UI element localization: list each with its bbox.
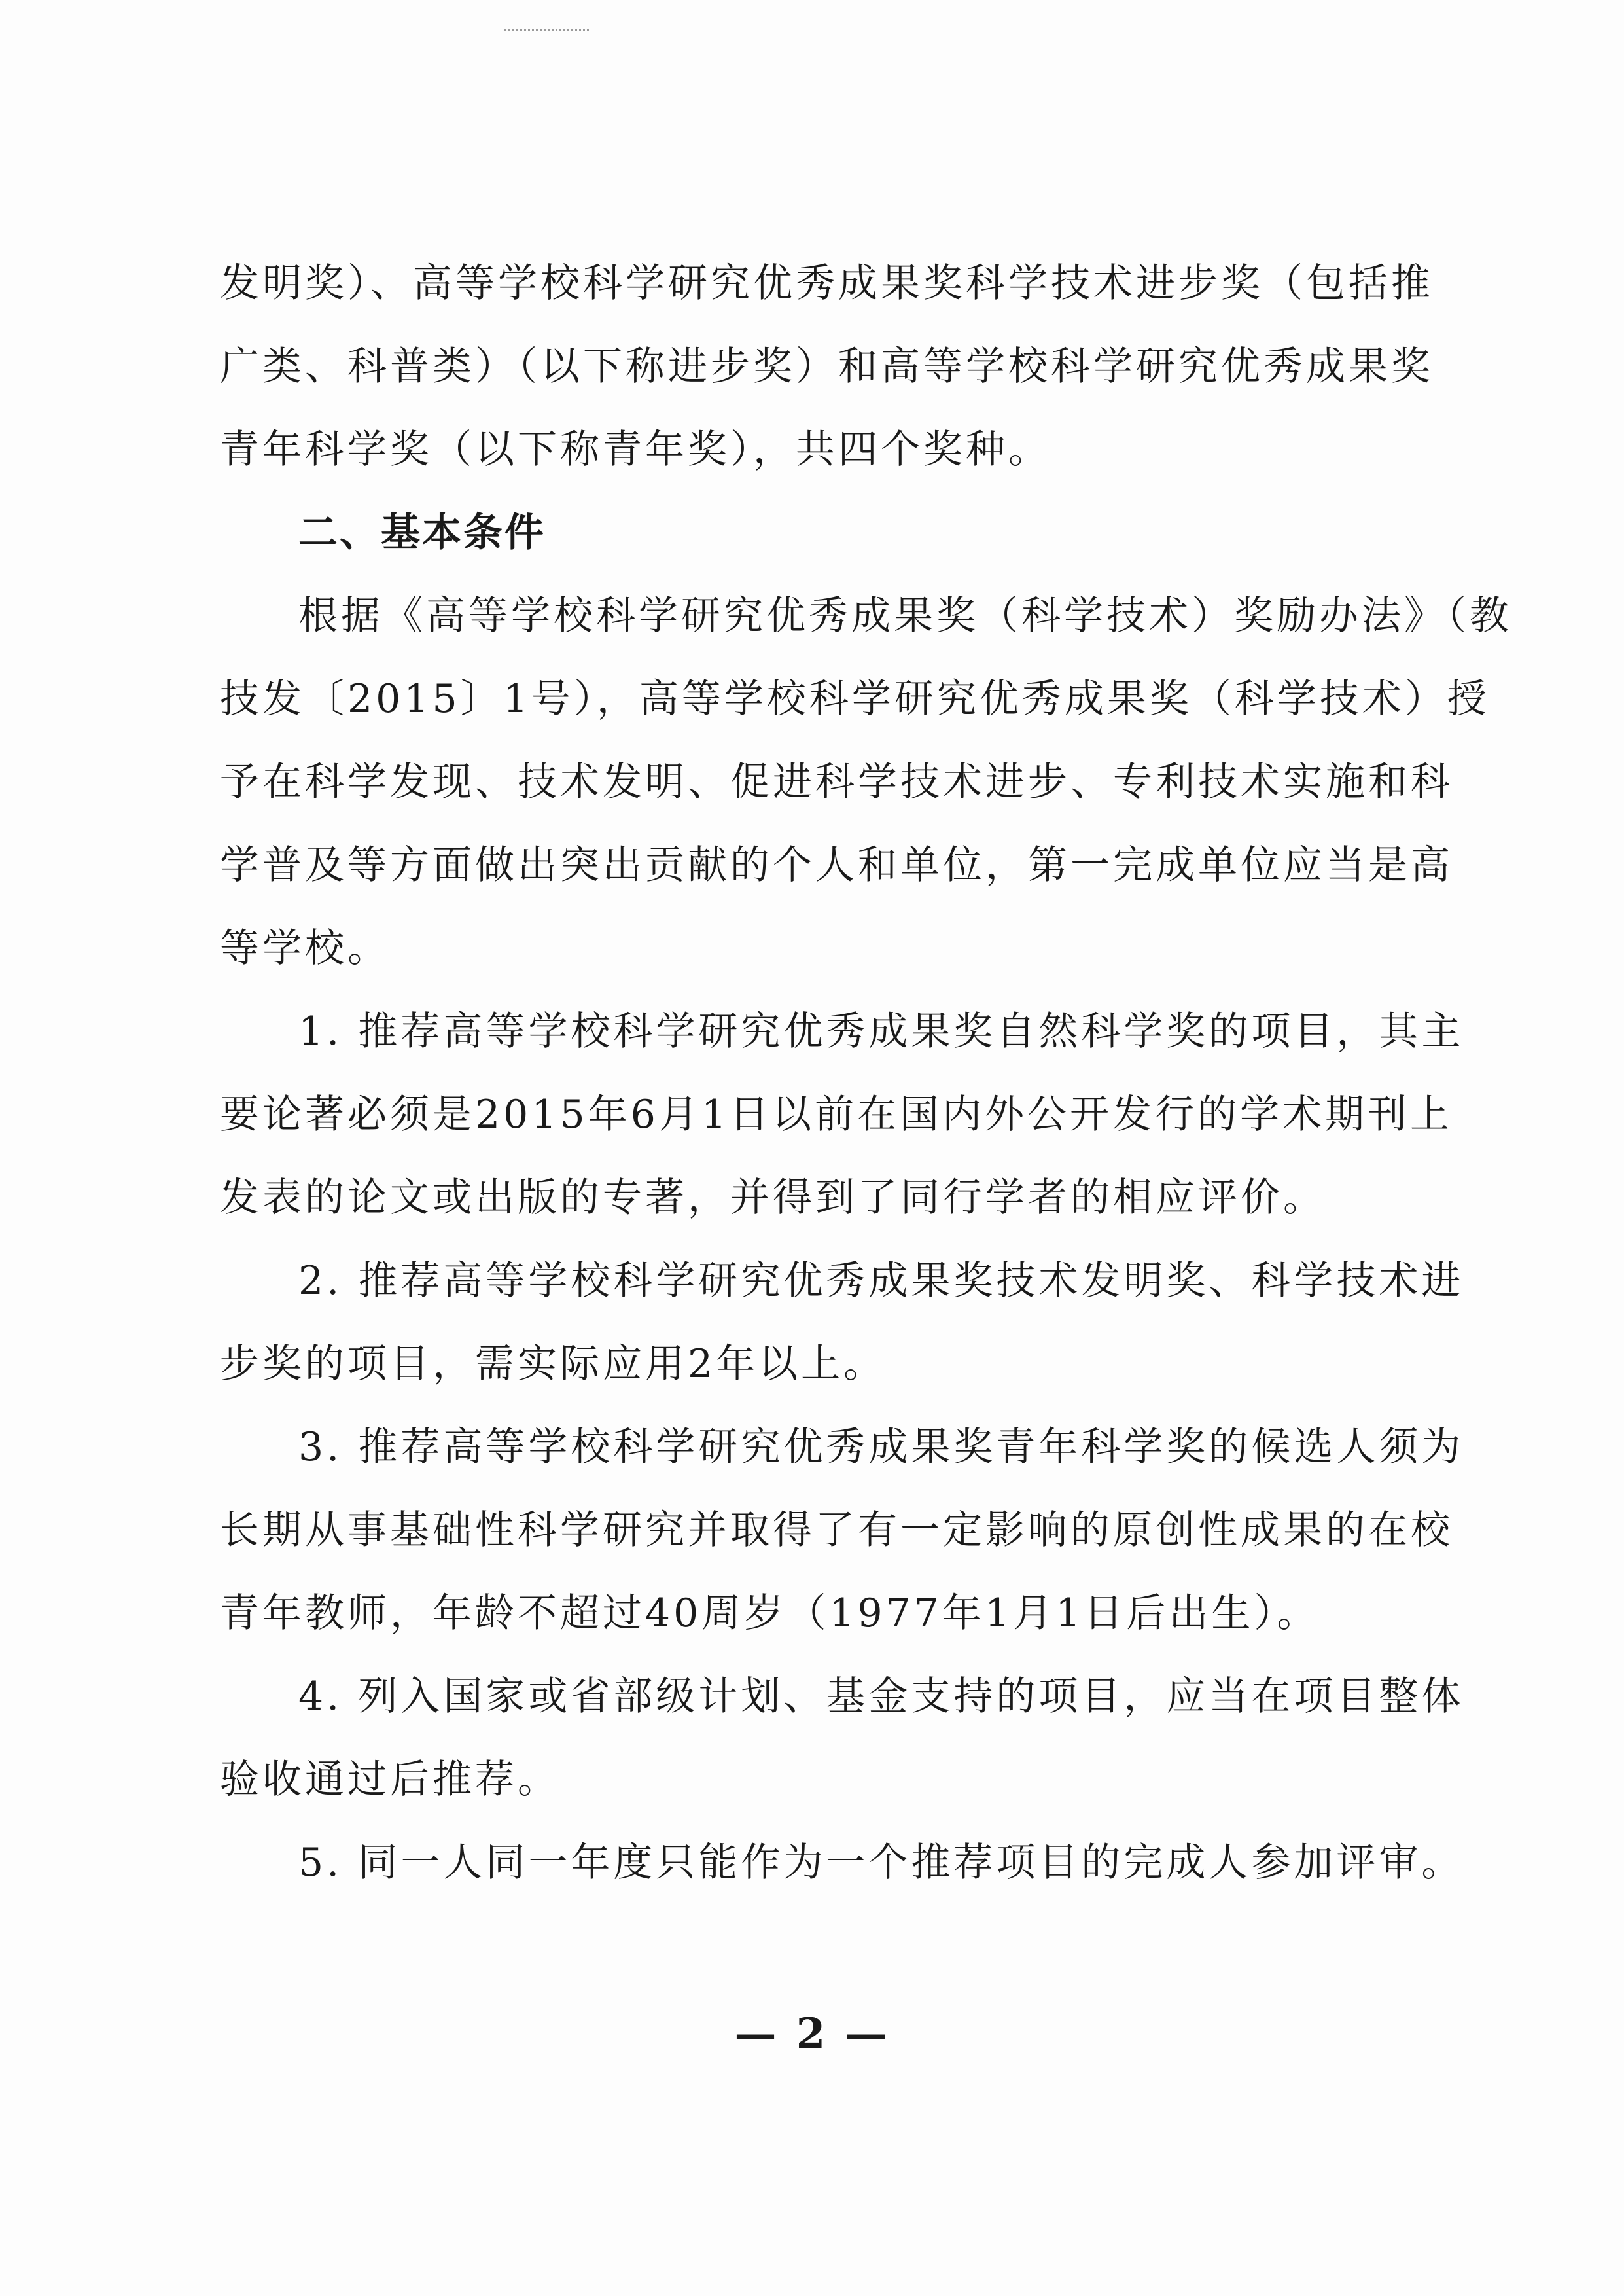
body-line: 青年科学奖（以下称青年奖），共四个奖种。 <box>220 427 1051 473</box>
list-item-2: 2. 推荐高等学校科学研究优秀成果奖技术发明奖、科学技术进 <box>298 1258 1464 1304</box>
body-line: 学普及等方面做出突出贡献的个人和单位，第一完成单位应当是高 <box>220 842 1453 888</box>
body-line: 发表的论文或出版的专著，并得到了同行学者的相应评价。 <box>220 1175 1326 1221</box>
body-line: 验收通过后推荐。 <box>220 1757 560 1803</box>
body-line: 广类、科普类）（以下称进步奖）和高等学校科学研究优秀成果奖 <box>220 344 1434 389</box>
list-item-1: 1. 推荐高等学校科学研究优秀成果奖自然科学奖的项目，其主 <box>298 1009 1464 1054</box>
document-body <box>220 242 1512 1905</box>
section-heading: 二、基本条件 <box>298 510 546 556</box>
body-line: 予在科学发现、技术发明、促进科学技术进步、专利技术实施和科 <box>220 759 1453 805</box>
list-item-3: 3. 推荐高等学校科学研究优秀成果奖青年科学奖的候选人须为 <box>298 1424 1464 1470</box>
body-line: 技发〔2015〕1号），高等学校科学研究优秀成果奖（科学技术）授 <box>220 676 1490 722</box>
list-item-5: 5. 同一人同一年度只能作为一个推荐项目的完成人参加评审。 <box>298 1840 1464 1886</box>
body-line: 等学校。 <box>220 925 390 971</box>
body-line: 步奖的项目，需实际应用2年以上。 <box>220 1341 887 1387</box>
scan-mark <box>504 29 589 33</box>
page-number: — 2 — <box>734 2009 890 2058</box>
body-line: 发明奖）、高等学校科学研究优秀成果奖科学技术进步奖（包括推 <box>220 260 1434 306</box>
body-line: 根据《高等学校科学研究优秀成果奖（科学技术）奖励办法》（教 <box>298 593 1512 639</box>
list-item-4: 4. 列入国家或省部级计划、基金支持的项目，应当在项目整体 <box>298 1674 1464 1719</box>
body-line: 要论著必须是2015年6月1日以前在国内外公开发行的学术期刊上 <box>220 1092 1453 1138</box>
body-line: 青年教师，年龄不超过40周岁（1977年1月1日后出生）。 <box>220 1590 1320 1636</box>
body-line: 长期从事基础性科学研究并取得了有一定影响的原创性成果的在校 <box>220 1507 1453 1553</box>
